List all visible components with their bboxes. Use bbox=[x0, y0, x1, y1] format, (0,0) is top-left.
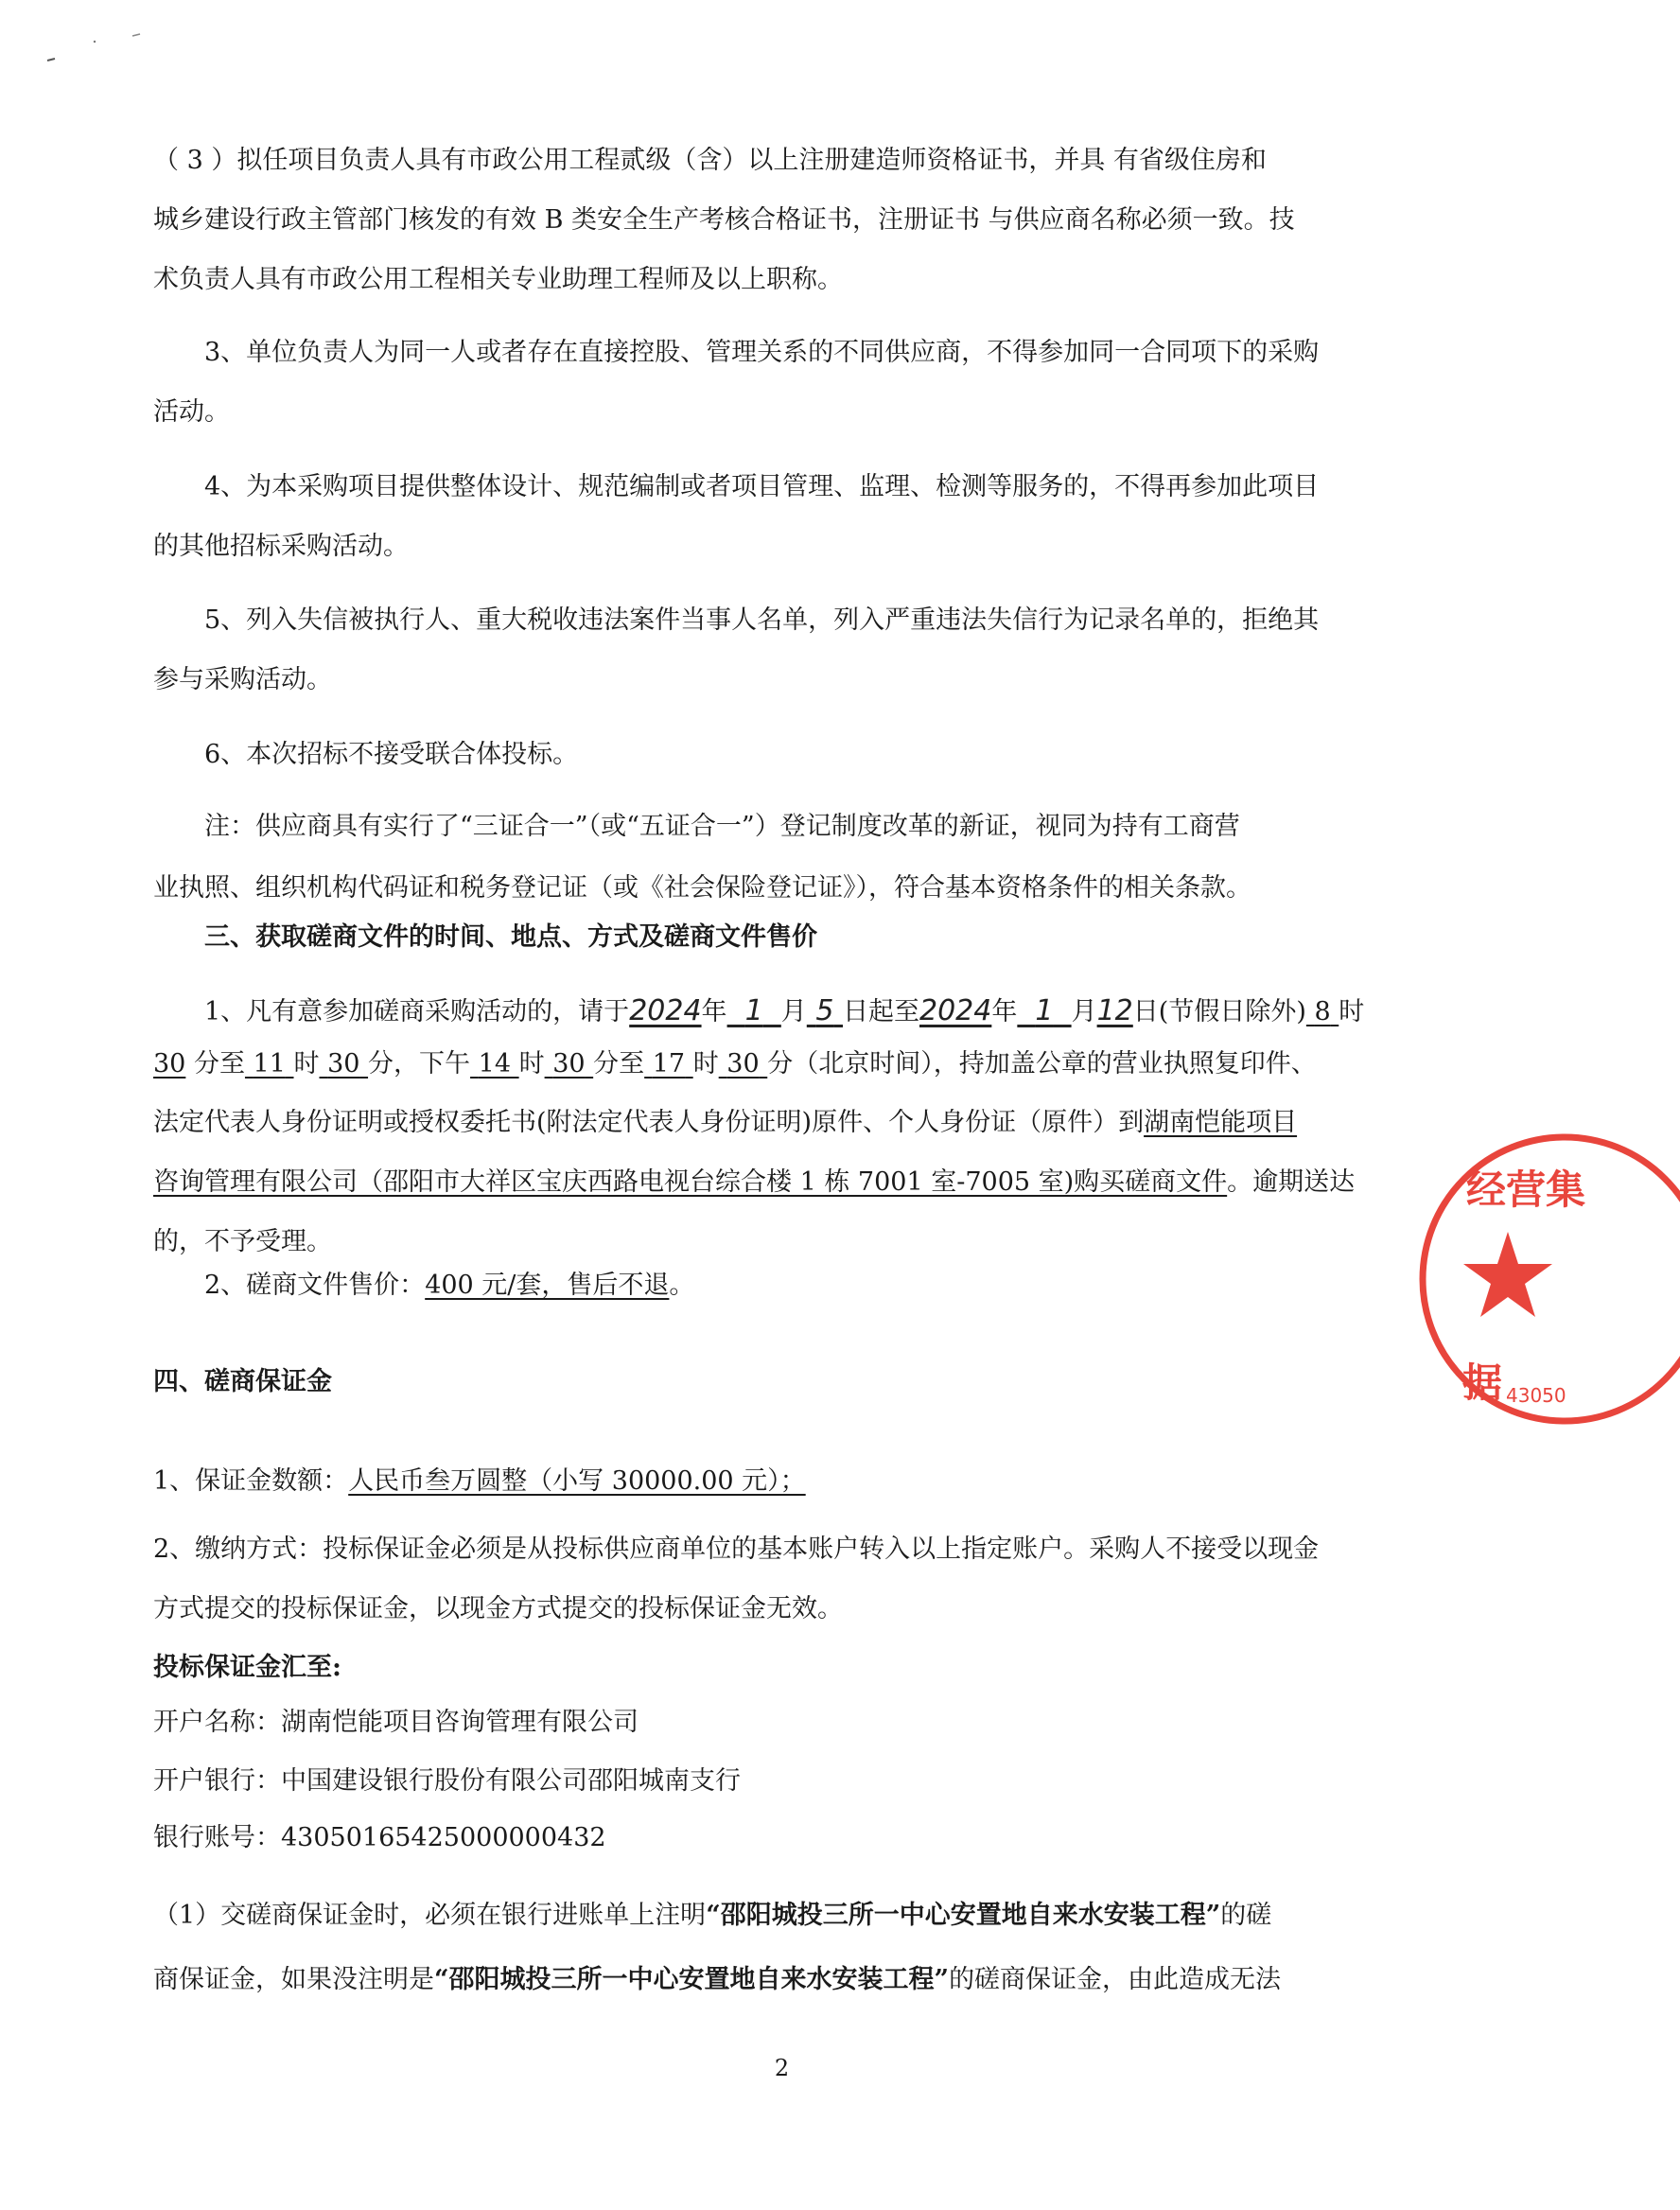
am-end-min: 30 bbox=[327, 1049, 360, 1079]
deposit-amount bbox=[153, 1467, 1417, 1496]
section3-time-line1 bbox=[204, 994, 1468, 1027]
payment-method-line2: 方式提交的投标保证金，以现金方式提交的投标保证金无效。 bbox=[153, 1594, 843, 1623]
remit-heading: 投标保证金汇至: bbox=[153, 1653, 341, 1682]
item-p5-line2: 参与采购活动。 bbox=[153, 665, 332, 694]
note2-part-a: 商保证金，如果没注明是 bbox=[153, 1965, 434, 1994]
month-char-2: 月 bbox=[1071, 997, 1097, 1026]
section3-time-line2 bbox=[153, 1050, 1417, 1079]
end-year: 2024 bbox=[919, 994, 992, 1027]
project-name: “邵阳城投三所一中心安置地自来水安装工程” bbox=[706, 1901, 1221, 1930]
start-day: 5 bbox=[815, 994, 834, 1027]
hour-char: 时 bbox=[1339, 997, 1365, 1026]
am-start-hour: 8 bbox=[1314, 997, 1331, 1026]
month-char: 月 bbox=[780, 997, 807, 1026]
min-beijing: 分（北京时间），持加盖公章的营业执照复印件、 bbox=[767, 1049, 1317, 1079]
deposit-note-line2 bbox=[153, 1966, 1417, 1994]
account-name: 开户名称：湖南恺能项目咨询管理有限公司 bbox=[153, 1708, 639, 1737]
hour-char-3: 时 bbox=[518, 1049, 545, 1079]
section4-heading: 四、磋商保证金 bbox=[153, 1367, 332, 1396]
am-end-hour: 11 bbox=[253, 1049, 286, 1079]
price-end: 。 bbox=[669, 1271, 695, 1300]
min-pm: 分，下午 bbox=[368, 1049, 471, 1079]
year-char-2: 年 bbox=[991, 997, 1018, 1026]
section3-heading: 三、获取磋商文件的时间、地点、方式及磋商文件售价 bbox=[204, 922, 817, 952]
end-day: 12 bbox=[1096, 994, 1133, 1027]
note-line2: 业执照、组织机构代码证和税务登记证（或《社会保险登记证》），符合基本资格条件的相关条款。 bbox=[153, 873, 1251, 903]
amount-label: 1、保证金数额： bbox=[153, 1466, 349, 1496]
section3-time-line4 bbox=[153, 1168, 1417, 1197]
deposit-note-line1 bbox=[153, 1902, 1417, 1930]
start-year: 2024 bbox=[629, 994, 702, 1027]
payment-method-line1: 2、缴纳方式：投标保证金必须是从投标供应商单位的基本账户转入以上指定账户。采购人不接受以现金 bbox=[153, 1535, 1320, 1564]
end-month: 1 bbox=[1035, 994, 1054, 1027]
amount-value: 人民币叁万圆整（小写 30000.00 元）； bbox=[348, 1466, 806, 1496]
page-number: 2 bbox=[774, 2055, 790, 2081]
place-part2: 咨询管理有限公司（邵阳市大祥区宝庆西路电视台综合楼 1 栋 7001 室-7005 室)购买磋商文件 bbox=[153, 1167, 1228, 1197]
item-p4-line1: 4、为本采购项目提供整体设计、规范编制或者项目管理、监理、检测等服务的，不得再参加此项目 bbox=[204, 472, 1320, 501]
pm-end-hour: 17 bbox=[652, 1049, 686, 1079]
item-p3-line1: 3、单位负责人为同一人或者存在直接控股、管理关系的不同供应商，不得参加同一合同项下的采购 bbox=[204, 338, 1320, 367]
min-to: 分至 bbox=[193, 1049, 245, 1079]
item3-line1: （ 3 ）拟任项目负责人具有市政公用工程贰级（含）以上注册建造师资格证书，并具 有省级住房和 bbox=[153, 146, 1267, 175]
pm-end-min: 30 bbox=[726, 1049, 760, 1079]
hour-char-4: 时 bbox=[692, 1049, 719, 1079]
price-value: 400 元/套，售后不退 bbox=[425, 1271, 670, 1300]
scan-specks bbox=[38, 28, 151, 76]
day-from: 日起至 bbox=[842, 997, 919, 1026]
section3-time-line5: 的，不予受理。 bbox=[153, 1227, 332, 1256]
pm-start-min: 30 bbox=[552, 1049, 586, 1079]
day-holiday: 日(节假日除外) bbox=[1132, 997, 1306, 1026]
time-prefix: 1、凡有意参加磋商采购活动的，请于 bbox=[204, 997, 630, 1026]
account-number: 银行账号：43050165425000000432 bbox=[153, 1823, 606, 1852]
note2-part-b: 的磋商保证金，由此造成无法 bbox=[949, 1965, 1282, 1994]
note1-part-a: （1）交磋商保证金时，必须在银行进账单上注明 bbox=[153, 1901, 707, 1930]
start-month: 1 bbox=[744, 994, 763, 1027]
item3-line2: 城乡建设行政主管部门核发的有效 B 类安全生产考核合格证书，注册证书 与供应商名称必须一致。技 bbox=[153, 205, 1295, 235]
hour-char-2: 时 bbox=[293, 1049, 320, 1079]
section3-time-line3 bbox=[153, 1109, 1417, 1137]
item3-line3: 术负责人具有市政公用工程相关专业助理工程师及以上职称。 bbox=[153, 265, 843, 294]
project-name-2: “邵阳城投三所一中心安置地自来水安装工程” bbox=[434, 1965, 950, 1994]
company-seal bbox=[1453, 1116, 1586, 1457]
item-p3-line2: 活动。 bbox=[153, 397, 230, 427]
note-line1: 注：供应商具有实行了“三证合一”（或“五证合一”）登记制度改革的新证，视同为持有工商营 bbox=[204, 812, 1240, 841]
year-char: 年 bbox=[701, 997, 727, 1026]
note1-part-b: 的磋 bbox=[1220, 1901, 1272, 1930]
document-price bbox=[204, 1272, 1468, 1300]
seal-text-bottom: 据 bbox=[1462, 1359, 1503, 1406]
seal-text-top: 经营集 bbox=[1466, 1166, 1586, 1213]
item-p6: 6、本次招标不接受联合体投标。 bbox=[204, 740, 579, 769]
overdue-notice: 。逾期送达 bbox=[1227, 1167, 1356, 1197]
price-label: 2、磋商文件售价： bbox=[204, 1271, 426, 1300]
min-to-2: 分至 bbox=[593, 1049, 645, 1079]
seal-code: 43050 bbox=[1506, 1384, 1566, 1407]
am-start-min: 30 bbox=[153, 1049, 186, 1079]
item-p4-line2: 的其他招标采购活动。 bbox=[153, 532, 409, 561]
pm-start-hour: 14 bbox=[478, 1049, 511, 1079]
place-part1: 湖南恺能项目 bbox=[1144, 1108, 1298, 1137]
item-p5-line1: 5、列入失信被执行人、重大税收违法案件当事人名单，列入严重违法失信行为记录名单的，拒绝其 bbox=[204, 605, 1320, 635]
bank-name: 开户银行：中国建设银行股份有限公司邵阳城南支行 bbox=[153, 1766, 741, 1796]
documents-required: 法定代表人身份证明或授权委托书(附法定代表人身份证明)原件、个人身份证（原件）到 bbox=[153, 1108, 1145, 1137]
